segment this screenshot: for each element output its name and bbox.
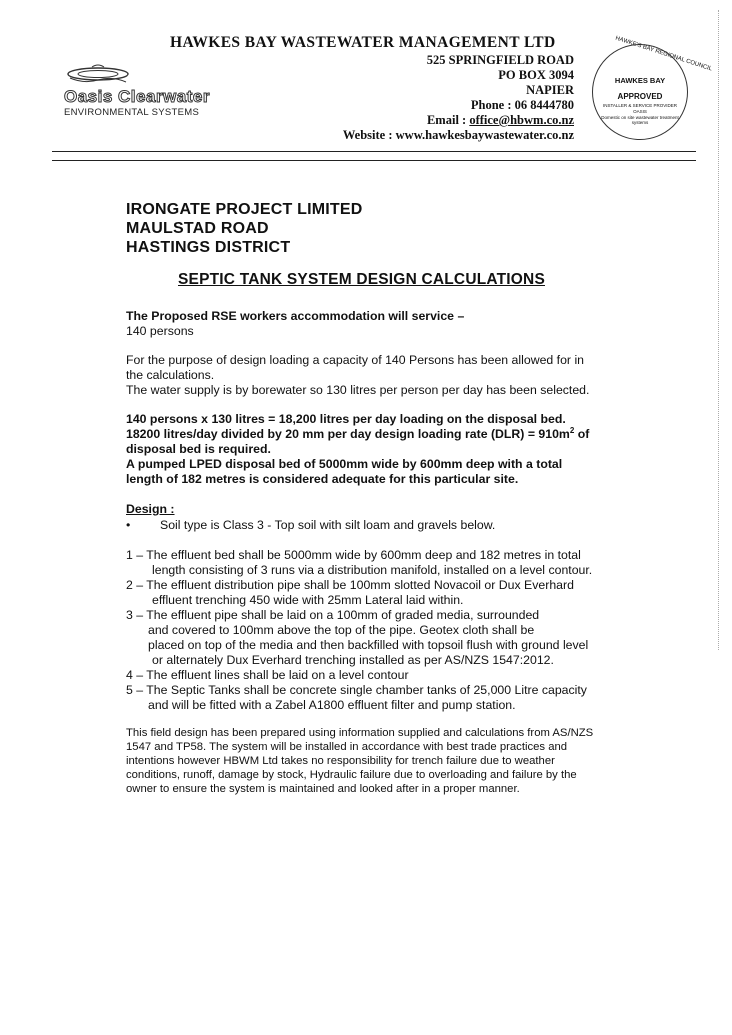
phone: Phone : 06 8444780 xyxy=(470,98,574,112)
design-heading: Design : xyxy=(126,502,175,516)
calc-line-3: disposal bed is required. xyxy=(126,442,271,456)
purpose-line-2: the calculations. xyxy=(126,368,215,382)
email-label: Email : xyxy=(426,113,470,127)
header-divider-top xyxy=(52,151,696,152)
stamp-line-1: INSTALLER & SERVICE PROVIDER xyxy=(602,103,678,108)
design-item: 2 – The effluent distribution pipe shall be 100mm slotted Novacoil or Dux Everhard xyxy=(126,578,574,592)
scan-margin-marks xyxy=(718,10,720,650)
footer-line: intentions however HBWM Ltd takes no responsibility for trench failure due to weather xyxy=(126,755,555,767)
approval-stamp xyxy=(592,35,713,140)
project-road: MAULSTAD ROAD xyxy=(126,220,269,237)
project-name: IRONGATE PROJECT LIMITED xyxy=(126,201,363,218)
project-district: HASTINGS DISTRICT xyxy=(126,239,291,256)
design-item: placed on top of the media and then backfilled with topsoil flush with ground level xyxy=(148,638,589,652)
design-item: and will be fitted with a Zabel A1800 effluent filter and pump station. xyxy=(148,698,516,712)
design-item: 5 – The Septic Tanks shall be concrete single chamber tanks of 25,000 Litre capacity xyxy=(126,683,587,697)
design-bullet: • xyxy=(126,518,131,532)
calc-line-2 xyxy=(126,427,589,442)
document-title: SEPTIC TANK SYSTEM DESIGN CALCULATIONS xyxy=(178,271,545,288)
calc-line-4: A pumped LPED disposal bed of 5000mm wide by 600mm deep with a total xyxy=(126,457,563,471)
calc-line-2a: 18200 litres/day divided by 20 mm per day design loading rate (DLR) = 910m xyxy=(126,427,570,441)
stamp-region: HAWKES BAY xyxy=(614,76,666,85)
design-soil: Soil type is Class 3 - Top soil with silt loam and gravels below. xyxy=(160,518,496,532)
footer-line: This field design has been prepared using information supplied and calculations from AS/NZS xyxy=(126,727,594,739)
calc-line-1: 140 persons x 130 litres = 18,200 litres per day loading on the disposal bed. xyxy=(126,412,566,426)
design-item: or alternately Dux Everhard trenching installed as per AS/NZS 1547:2012. xyxy=(152,653,554,667)
website[interactable]: Website : www.hawkesbaywastewater.co.nz xyxy=(342,128,574,142)
stamp-line-2: OASIS xyxy=(633,109,647,114)
purpose-line-1: For the purpose of design loading a capacity of 140 Persons has been allowed for in xyxy=(126,353,585,367)
stamp-arc-text: HAWKE'S BAY REGIONAL COUNCIL xyxy=(614,35,713,73)
design-item: length consisting of 3 runs via a distribution manifold, installed on a level contour. xyxy=(152,563,593,577)
calc-line-2b: of xyxy=(574,427,590,441)
intro-persons: 140 persons xyxy=(126,324,194,338)
company-name: HAWKES BAY WASTEWATER MANAGEMENT LTD xyxy=(170,34,556,51)
stamp-line-3: Domestic on site wastewater treatment systems xyxy=(601,115,679,125)
design-item: and covered to 100mm above the top of the pipe. Geotex cloth shall be xyxy=(148,623,535,637)
address-city: NAPIER xyxy=(526,83,574,97)
intro-heading: The Proposed RSE workers accommodation will service – xyxy=(126,309,465,323)
logo-subtitle: ENVIRONMENTAL SYSTEMS xyxy=(64,107,200,118)
calc-line-5: length of 182 metres is considered adequate for this particular site. xyxy=(126,472,519,486)
design-item: 1 – The effluent bed shall be 5000mm wide by 600mm deep and 182 metres in total xyxy=(126,548,581,562)
logo-name: Oasis Clearwater xyxy=(64,87,210,106)
logo-wave-icon xyxy=(64,62,134,86)
header-divider-bottom xyxy=(52,160,696,161)
footer-line: 1547 and TP58. The system will be installed in accordance with best trade practices and xyxy=(126,741,568,753)
design-item: effluent trenching 450 wide with 25mm Lateral laid within. xyxy=(152,593,464,607)
email-line xyxy=(427,113,574,128)
design-item: 4 – The effluent lines shall be laid on a level contour xyxy=(126,668,409,682)
address-po-box: PO BOX 3094 xyxy=(498,68,574,82)
water-supply: The water supply is by borewater so 130 litres per person per day has been selected. xyxy=(126,383,590,397)
footer-line: owner to ensure the system is maintained and looked after in a proper manner. xyxy=(126,783,520,795)
footer-line: conditions, runoff, damage by stock, Hydraulic failure due to overloading and failure by the xyxy=(126,769,577,781)
address-street: 525 SPRINGFIELD ROAD xyxy=(426,53,574,67)
company-logo xyxy=(64,62,214,118)
email-link[interactable]: office@hbwm.co.nz xyxy=(469,113,574,127)
design-item: 3 – The effluent pipe shall be laid on a 100mm of graded media, surrounded xyxy=(126,608,540,622)
stamp-approved: APPROVED xyxy=(617,92,663,101)
calc-superscript: 2 xyxy=(569,425,575,435)
